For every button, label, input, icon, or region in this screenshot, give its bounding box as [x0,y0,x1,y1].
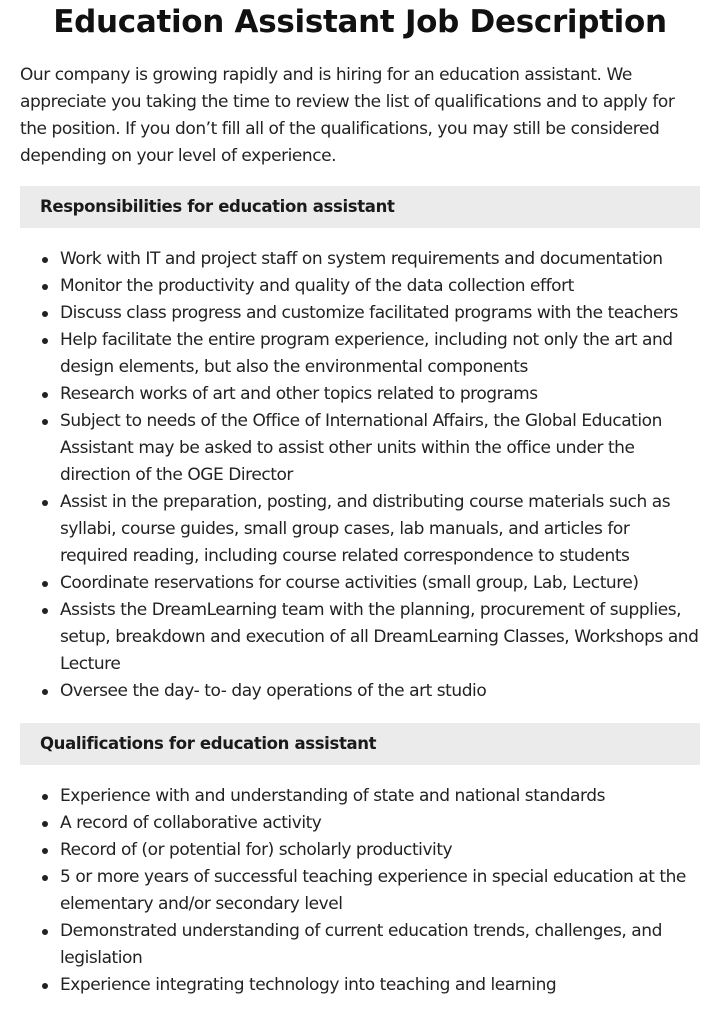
list-item: Oversee the day- to- day operations of the art studio [20,678,700,705]
list-item: Experience integrating technology into teaching and learning [20,972,700,999]
list-item: Assists the DreamLearning team with the planning, procurement of supplies, setup, breakdown and execution of all DreamLearning Classes, Workshops and Lecture [20,597,700,678]
qualifications-list [20,783,700,999]
list-item: Assist in the preparation, posting, and distributing course materials such as syllabi, course guides, small group cases, lab manuals, and articles for required reading, including course related correspondence to students [20,489,700,570]
list-item: Demonstrated understanding of current education trends, challenges, and legislation [20,918,700,972]
list-item: A record of collaborative activity [20,810,700,837]
list-item: Subject to needs of the Office of International Affairs, the Global Education Assistant may be asked to assist other units within the office under the direction of the OGE Director [20,408,700,489]
list-item: Monitor the productivity and quality of the data collection effort [20,273,700,300]
list-item: Experience with and understanding of state and national standards [20,783,700,810]
responsibilities-heading: Responsibilities for education assistant [20,186,700,228]
responsibilities-list [20,246,700,705]
list-item: Record of (or potential for) scholarly productivity [20,837,700,864]
list-item: Work with IT and project staff on system requirements and documentation [20,246,700,273]
page-title: Education Assistant Job Description [53,4,667,40]
list-item: 5 or more years of successful teaching experience in special education at the elementary and/or secondary level [20,864,700,918]
list-item: Coordinate reservations for course activities (small group, Lab, Lecture) [20,570,700,597]
list-item: Research works of art and other topics related to programs [20,381,700,408]
intro-paragraph: Our company is growing rapidly and is hiring for an education assistant. We appreciate you taking the time to review the list of qualifications and to apply for the position. If you don’t fill all of the qualifications, you may still be considered depending on your level of experience. [20,65,675,166]
qualifications-heading: Qualifications for education assistant [20,723,700,765]
list-item: Help facilitate the entire program experience, including not only the art and design elements, but also the environmental components [20,327,700,381]
list-item: Discuss class progress and customize facilitated programs with the teachers [20,300,700,327]
